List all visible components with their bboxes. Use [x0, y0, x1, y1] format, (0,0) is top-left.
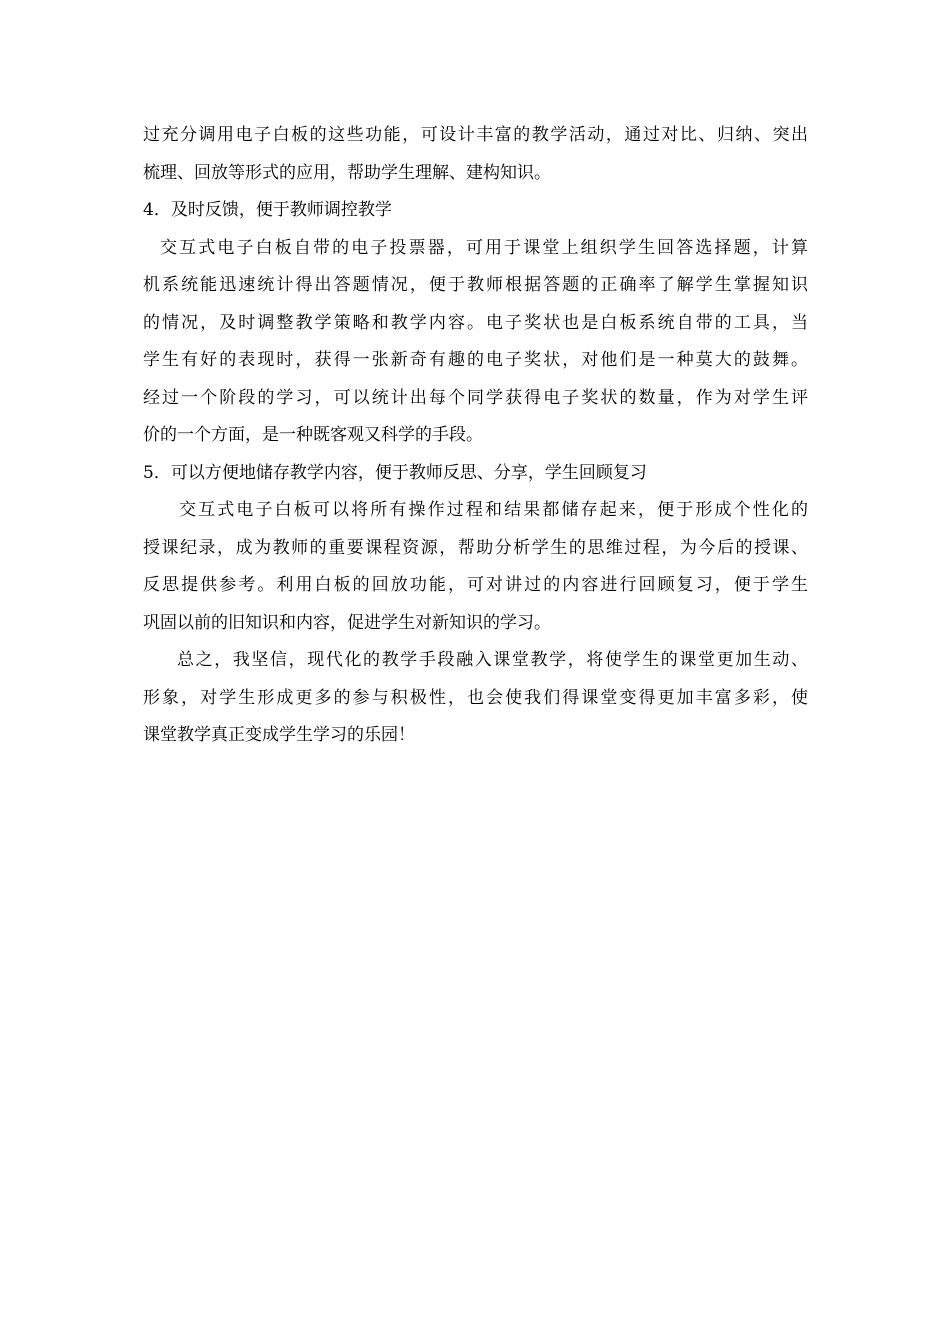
section-heading-5 [143, 455, 808, 493]
paragraph-intro-continued [143, 117, 808, 192]
heading-text: 4．及时反馈，便于教师调控教学 [143, 200, 392, 220]
text-line: 过充分调用电子白板的这些功能，可设计丰富的教学活动，通过对比、归纳、突出 [143, 125, 808, 145]
paragraph-conclusion [143, 642, 808, 755]
text-line: 形象，对学生形成更多的参与积极性，也会使我们得课堂变得更加丰富多彩，使 [143, 687, 808, 708]
document-page [143, 117, 808, 755]
paragraph-storage [143, 492, 808, 642]
text-line: 总之，我坚信，现代化的教学手段融入课堂教学，将使学生的课堂更加生动、 [177, 650, 808, 670]
text-line: 巩固以前的旧知识和内容，促进学生对新知识的学习。 [143, 612, 551, 633]
heading-text: 5．可以方便地储存教学内容，便于教师反思、分享，学生回顾复习 [143, 462, 647, 483]
text-line: 机系统能迅速统计得出答题情况，便于教师根据答题的正确率了解学生掌握知识 [143, 275, 808, 295]
text-line: 的情况，及时调整教学策略和教学内容。电子奖状也是白板系统自带的工具，当 [143, 312, 808, 333]
text-line: 学生有好的表现时，获得一张新奇有趣的电子奖状，对他们是一种莫大的鼓舞。 [143, 350, 808, 370]
text-line: 授课纪录，成为教师的重要课程资源，帮助分析学生的思维过程，为今后的授课、 [143, 537, 808, 558]
text-line: 课堂教学真正变成学生学习的乐园！ [143, 725, 415, 745]
section-heading-4 [143, 192, 808, 230]
paragraph-feedback [143, 230, 808, 455]
text-line: 梳理、回放等形式的应用，帮助学生理解、建构知识。 [143, 162, 551, 183]
text-line: 交互式电子白板自带的电子投票器，可用于课堂上组织学生回答选择题，计算 [160, 237, 808, 258]
text-line: 经过一个阶段的学习，可以统计出每个同学获得电子奖状的数量，作为对学生评 [143, 387, 808, 408]
text-line: 交互式电子白板可以将所有操作过程和结果都储存起来，便于形成个性化的 [179, 500, 808, 520]
text-line: 反思提供参考。利用白板的回放功能，可对讲过的内容进行回顾复习，便于学生 [143, 575, 808, 595]
text-line: 价的一个方面，是一种既客观又科学的手段。 [143, 425, 483, 445]
